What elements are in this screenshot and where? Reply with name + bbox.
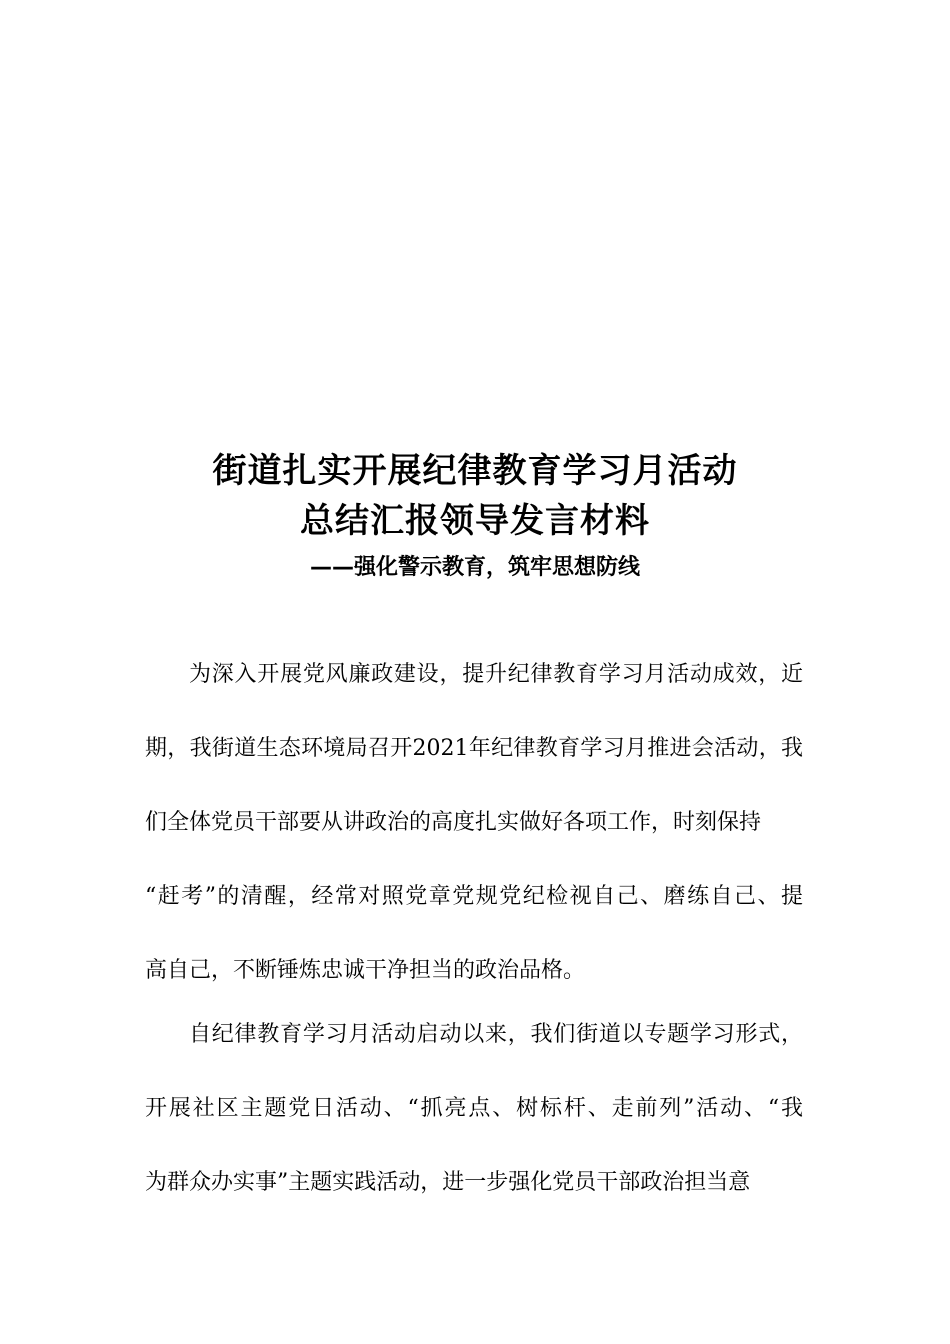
document-title xyxy=(0,446,950,546)
paragraph-2-line-3: 为群众办实事”主题实践活动，进一步强化党员干部政治担当意 xyxy=(145,1170,751,1195)
paragraph-1-line-3: 们全体党员干部要从讲政治的高度扎实做好各项工作，时刻保持 xyxy=(145,810,762,835)
paragraph-1-line-4: “赶考”的清醒，经常对照党章党规党纪检视自己、磨练自己、提 xyxy=(145,884,803,909)
title-line-2: 总结汇报领导发言材料 xyxy=(300,501,650,541)
paragraph-1-line-2: 期，我街道生态环境局召开2021年纪律教育学习月推进会活动，我 xyxy=(145,736,803,761)
document-subtitle: ——强化警示教育，筑牢思想防线 xyxy=(309,555,640,580)
paragraph-1-line-5: 高自己，不断锤炼忠诚干净担当的政治品格。 xyxy=(145,958,586,983)
paragraph-2-line-1: 自纪律教育学习月活动启动以来，我们街道以专题学习形式， xyxy=(189,1022,803,1047)
title-line-1: 街道扎实开展纪律教育学习月活动 xyxy=(212,451,738,491)
paragraph-2-line-2: 开展社区主题党日活动、“抓亮点、树标杆、走前列”活动、“我 xyxy=(145,1096,803,1121)
paragraph-1-line-1: 为深入开展党风廉政建设，提升纪律教育学习月活动成效，近 xyxy=(189,662,803,687)
